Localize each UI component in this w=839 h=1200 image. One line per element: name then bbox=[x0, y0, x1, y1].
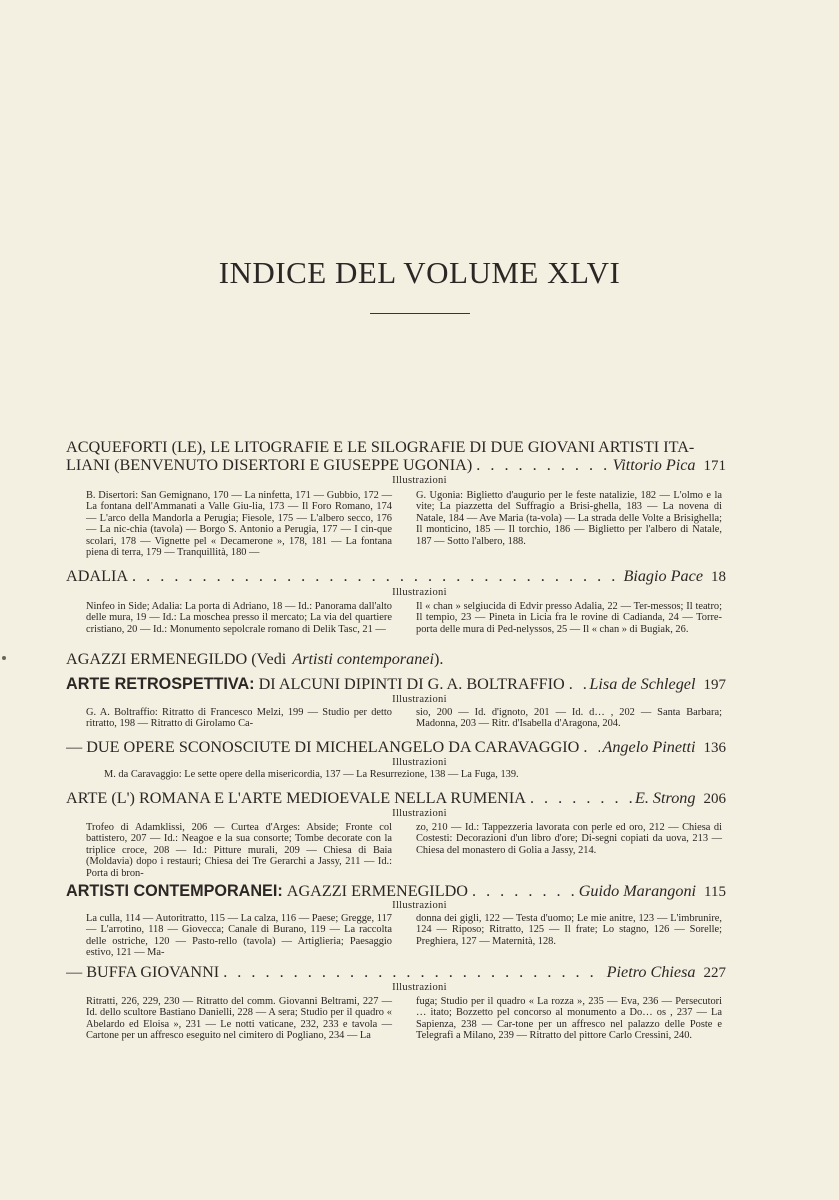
entry-title: AGAZZI ERMENEGILDO (Vedi bbox=[66, 650, 287, 668]
illustrations-left: Ninfeo in Side; Adalia: La porta di Adriano, 18 — Id.: Panorama dall'alto delle mura, 19 — Id.: La moschea presso il mercato; La via del quartiere cristiano, 20 — Id.: Monumento sepolcrale romano di Delik Tasc, 21 — bbox=[86, 601, 392, 635]
entry-acqueforti-head bbox=[66, 438, 726, 475]
entry-buffa-head bbox=[66, 963, 726, 982]
entry-title-line2: LIANI (BENVENUTO DISERTORI E GIUSEPPE UGONIA) bbox=[66, 456, 473, 474]
entry-section: ARTISTI CONTEMPORANEI: bbox=[66, 882, 283, 900]
entry-author: Lisa de Schlegel bbox=[589, 675, 696, 693]
illustrations-left: Ritratti, 226, 229, 230 — Ritratto del comm. Giovanni Beltrami, 227 — Id. dello scultore Bastiano Danielli, 228 — A sera; Studio per il quadro « Abelardo ed Eloisa », 231 — Le notti vaticane, 232, 233 e tavola — Cartone per un affresco eseguito nel cimitero di Pogliano, 234 — La bbox=[86, 996, 392, 1042]
entry-author: Angelo Pinetti bbox=[602, 738, 696, 756]
entry-title-line1: ACQUEFORTI (LE), LE LITOGRAFIE E LE SILOGRAFIE DI DUE GIOVANI ARTISTI ITA- bbox=[66, 438, 695, 456]
entry-title: ARTE (L') ROMANA E L'ARTE MEDIOEVALE NELLA RUMENIA bbox=[66, 789, 526, 807]
illustrations-label: Illustrazioni bbox=[392, 900, 447, 911]
illustrations-right: Il « chan » selgiucida di Edvir presso Adalia, 22 — Ter-messos; Il teatro; Il tempio, 23 — Pineta in Licia fra le rovine di Cadianda, 24 — Torre-porta delle mura di Ped-nelyssos, 25 — Il « chan » di Bugiak, 26. bbox=[416, 601, 722, 635]
entry-title: DI ALCUNI DIPINTI DI G. A. BOLTRAFFIO bbox=[258, 675, 565, 693]
entry-rumenia-head bbox=[66, 789, 726, 808]
entry-agazzi-see bbox=[66, 650, 726, 668]
illustrations-columns bbox=[86, 996, 722, 1042]
entry-title: — BUFFA GIOVANNI bbox=[66, 963, 220, 981]
leader-dots bbox=[526, 789, 633, 807]
entry-author: Vittorio Pica bbox=[612, 456, 696, 474]
illustrations-label: Illustrazioni bbox=[392, 694, 447, 705]
leader-dots bbox=[468, 882, 577, 900]
illustrations-label: Illustrazioni bbox=[392, 475, 447, 486]
entry-author: Biagio Pace bbox=[623, 567, 703, 585]
illustrations-label: Illustrazioni bbox=[392, 808, 447, 819]
title-rule bbox=[370, 313, 470, 314]
illustrations-columns bbox=[86, 913, 722, 959]
illustrations-columns bbox=[86, 707, 722, 730]
leader-dots bbox=[579, 738, 600, 756]
entry-page: 227 bbox=[703, 965, 726, 981]
entry-page: 171 bbox=[703, 458, 726, 474]
illustrations-columns bbox=[86, 601, 722, 635]
entry-artisti-head bbox=[66, 882, 726, 901]
entry-author: E. Strong bbox=[634, 789, 696, 807]
illustrations-left: B. Disertori: San Gemignano, 170 — La ninfetta, 171 — Gubbio, 172 — La fontana dell'Ammanati a Valle Giu-lia, 173 — Il Foro Romano, 174 — L'arco della Mandorla a Perugia; Fiesole, 175 — L'albero secco, 176 — La nic-chia (tavola) — Borgo S. Antonio a Perugia, 177 — I cin-que scolari, 178 — Vignette pel « Decamerone », 178, 181 — La fontana piena di terra, 179 — Tranquillità, 180 — bbox=[86, 490, 392, 559]
margin-speck bbox=[2, 656, 6, 660]
page-title: INDICE DEL VOLUME XLVI bbox=[218, 255, 621, 290]
illustrations-columns bbox=[86, 822, 722, 879]
leader-dots bbox=[128, 567, 621, 585]
entry-page: 18 bbox=[711, 569, 726, 585]
illustrations-right: G. Ugonia: Biglietto d'augurio per le feste natalizie, 182 — L'olmo e la vite; La piazzetta del Suffragio a Brisi-ghella, 183 — La novena di Natale, 184 — Ave Maria (ta-vola) — La strada delle Volte a Brisighella; Il monticino, 185 — Il torchio, 186 — Biglietto per l'albero di Natale, 187 — Sotto l'albero, 188. bbox=[416, 490, 722, 547]
cross-reference: Artisti contemporanei bbox=[292, 650, 434, 668]
illustrations-label: Illustrazioni bbox=[392, 982, 447, 993]
entry-caravaggio-head bbox=[66, 738, 726, 757]
illustrations-right: sio, 200 — Id. d'ignoto, 201 — Id. d… , 202 — Santa Barbara; Madonna, 203 — Ritr. d'Isabella d'Aragona, 204. bbox=[416, 707, 722, 730]
leader-dots bbox=[219, 963, 604, 981]
illustrations-columns bbox=[86, 490, 722, 558]
illustrations-left: La culla, 114 — Autoritratto, 115 — La calza, 116 — Paese; Gregge, 117 — L'arrotino, 118 — Giovecca; Canale di Burano, 119 — La raccolta delle ostriche, 120 — Pasto-rello (tavola) — Artiglieria; Paesaggio estivo, 121 — Ma- bbox=[86, 913, 392, 959]
entry-title: — DUE OPERE SCONOSCIUTE DI MICHELANGELO DA CARAVAGGIO bbox=[66, 738, 580, 756]
entry-title: AGAZZI ERMENEGILDO bbox=[286, 882, 468, 900]
illustrations-right: donna dei gigli, 122 — Testa d'uomo; Le mie anitre, 123 — L'imbrunire, 124 — Riposo; Ritratto, 125 — Il frate; Lo stagno, 126 — Sorelle; Preghiera, 127 — Maternità, 128. bbox=[416, 913, 722, 947]
illustrations-right: zo, 210 — Id.: Tappezzeria lavorata con perle ed oro, 212 — Chiesa di Costesti: Decorazioni d'un libro d'ore; Di-segni copiati da uova, 213 — Chiesa del monastero di Golia a Jassy, 214. bbox=[416, 822, 722, 856]
entry-page: 197 bbox=[703, 677, 726, 693]
illustrations-right: fuga; Studio per il quadro « La rozza », 235 — Eva, 236 — Persecutori … itato; Bozzetto pel concorso al monumento a Do… os , 237 — La Sapienza, 238 — Car-tone per un affresco nel palazzo delle Poste e Telegrafi a Milano, 239 — Ritratto del pittore Carlo Cressini, 240. bbox=[416, 996, 722, 1042]
entry-title: ADALIA bbox=[66, 567, 129, 585]
illustrations-label: Illustrazioni bbox=[392, 587, 447, 598]
entry-page: 115 bbox=[704, 884, 726, 900]
entry-page: 136 bbox=[703, 740, 726, 756]
leader-dots bbox=[565, 675, 588, 693]
leader-dots bbox=[472, 456, 610, 474]
cross-reference-tail: ). bbox=[433, 650, 444, 668]
illustrations-label: Illustrazioni bbox=[392, 757, 447, 768]
entry-author: Guido Marangoni bbox=[578, 882, 697, 900]
entry-adalia-head bbox=[66, 567, 726, 586]
illustrations-left: G. A. Boltraffio: Ritratto di Francesco Melzi, 199 — Studio per detto ritratto, 198 — Ritratto di Girolamo Ca- bbox=[86, 707, 392, 730]
entry-page: 206 bbox=[703, 791, 726, 807]
entry-boltraffio-head bbox=[66, 675, 726, 694]
entry-section: ARTE RETROSPETTIVA: bbox=[66, 675, 255, 693]
entry-author: Pietro Chiesa bbox=[606, 963, 696, 981]
illustrations-text: M. da Caravaggio: Le sette opere della misericordia, 137 — La Resurrezione, 138 — La Fuga, 139. bbox=[104, 769, 519, 780]
illustrations-left: Trofeo di Adamklissi, 206 — Curtea d'Arges: Abside; Fronte col battistero, 207 — Id.: Neagoe e la sua consorte; Tombe decorate con la triplice croce, 208 — Id.: Pitture murali, 209 — Chiesa di Baia (Moldavia) dopo i restauri; Chiesa dei Tre Gerarchi a Jassy, 211 — Id.: Porta di bron- bbox=[86, 822, 392, 879]
